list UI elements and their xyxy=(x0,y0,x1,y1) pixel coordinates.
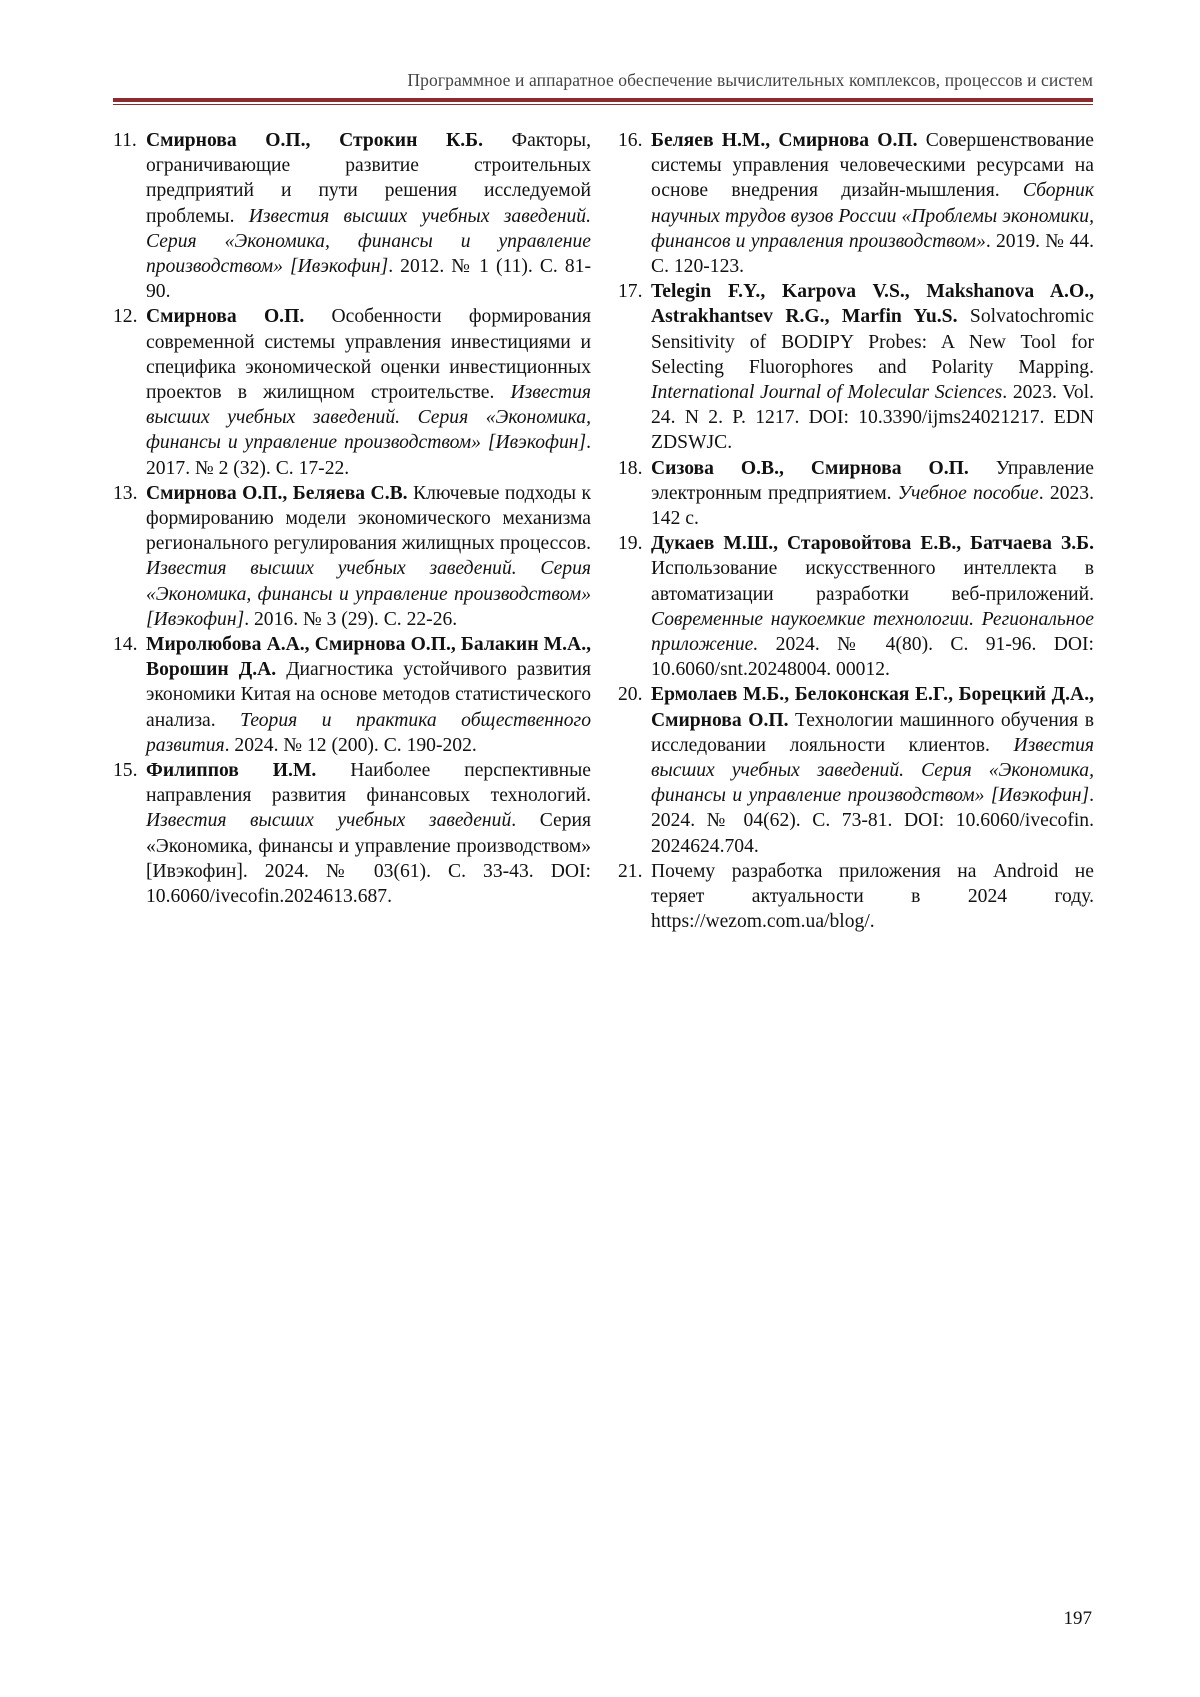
reference-number: 11. xyxy=(113,130,137,151)
reference-number: 17. xyxy=(618,281,643,303)
reference-details: . 2024. № 12 (200). С. 190-202. xyxy=(224,734,477,756)
reference-authors: Миролюбова А.А., Смирнова О.П., Балакин М.А., Ворошин Д.А. xyxy=(146,634,591,681)
reference-text xyxy=(146,304,591,480)
reference-text xyxy=(146,481,591,632)
reference-text xyxy=(651,456,1094,532)
reference-title: Факторы, ограничивающие развитие строительных предприятий и пути решения исследуемой проблемы. xyxy=(146,130,591,227)
reference-title: Ключевые подходы к формированию модели экономического механизма регионального регулирования жилищных процессов. xyxy=(146,482,591,555)
running-header: Программное и аппаратное обеспечение вычислительных комплексов, процессов и систем xyxy=(407,70,1093,90)
reference-item-18 xyxy=(618,456,1094,532)
reference-details: . 2017. № 2 (32). С. 17-22. xyxy=(146,432,591,479)
reference-item-12 xyxy=(113,304,591,480)
reference-title: Технологии машинного обучения в исследовании лояльности клиентов. xyxy=(651,709,1094,756)
reference-title: Управление электронным предприятием. xyxy=(651,457,1094,504)
reference-text xyxy=(146,758,591,909)
reference-text xyxy=(146,632,591,758)
reference-title: Диагностика устойчивого развития экономики Китая на основе методов статистического анализа. xyxy=(146,659,591,731)
page-number: 197 xyxy=(1063,1608,1092,1629)
reference-number: 13. xyxy=(113,482,138,504)
reference-text xyxy=(651,279,1094,455)
reference-source: Известия высших учебных заведений. Серия «Экономика, финансы и управление производством» [Ивэкофин] xyxy=(146,382,591,454)
reference-title: Совершенствование системы управления человеческими ресурсами на основе внедрения дизайн-мышления. xyxy=(651,130,1094,202)
reference-details: . 2023. 142 с. xyxy=(651,482,1094,530)
reference-number: 18. xyxy=(618,457,643,479)
reference-details: . 2019. № 44. С. 120-123. xyxy=(651,230,1094,278)
reference-details: 2024. № 4(80). С. 91-96. DOI: 10.6060/snt.20248004. 00012. xyxy=(651,634,1094,681)
reference-text xyxy=(146,128,591,304)
reference-number: 15. xyxy=(113,760,138,782)
reference-text xyxy=(651,682,1094,858)
reference-details: . 2024. № 04(62). С. 73-81. DOI: 10.6060/ivecofin. 2024624.704. xyxy=(651,785,1094,857)
reference-authors: Смирнова О.П., Строкин К.Б. xyxy=(146,130,483,151)
reference-details: . 2012. № 1 (11). С. 81-90. xyxy=(146,256,591,303)
reference-source: Известия высших учебных заведений xyxy=(146,810,512,832)
reference-text xyxy=(651,531,1094,682)
reference-item-16 xyxy=(618,128,1094,279)
reference-item-13 xyxy=(113,481,591,632)
reference-title: Solvatochromic Sensitivity of BODIPY Probes: A New Tool for Selecting Fluorophores and Polarity Mapping. xyxy=(651,306,1094,378)
reference-authors: Ермолаев М.Б., Белоконская Е.Г., Борецкий Д.А., Смирнова О.П. xyxy=(651,684,1094,731)
reference-text xyxy=(651,859,1094,935)
reference-authors: Филиппов И.М. xyxy=(146,760,317,782)
reference-source: Учебное пособие xyxy=(897,482,1039,504)
reference-details: . 2023. Vol. 24. N 2. P. 1217. DOI: 10.3390/ijms24021217. EDN ZDSWJC. xyxy=(651,382,1094,454)
reference-authors: Сизова О.В., Смирнова О.П. xyxy=(651,457,969,479)
reference-source: Известия высших учебных заведений. Серия «Экономика, финансы и управление производством» [Ивэкофин] xyxy=(146,558,591,630)
reference-title: Особенности формирования современной системы управления инвестициями и специфика экономической оценки инвестиционных проектов в жилищном строительстве. xyxy=(146,306,591,404)
reference-authors: Дукаев М.Ш., Старовойтова Е.В., Батчаева З.Б. xyxy=(651,533,1094,555)
reference-number: 21. xyxy=(618,860,643,882)
reference-item-20 xyxy=(618,682,1094,858)
reference-title: Почему разработка приложения на Android не теряет актуальности в 2024 году. https://wezom.com.ua/blog/. xyxy=(651,860,1094,933)
reference-source: Сборник научных трудов вузов России «Проблемы экономики, финансов и управления производством» xyxy=(651,180,1094,252)
reference-item-11 xyxy=(113,128,591,304)
reference-item-14 xyxy=(113,632,591,758)
reference-authors: Telegin F.Y., Karpova V.S., Makshanova A.O., Astrakhantsev R.G., Marfin Yu.S. xyxy=(651,281,1094,328)
reference-number: 12. xyxy=(113,306,138,328)
reference-source: International Journal of Molecular Sciences xyxy=(651,382,1003,404)
header-rule-thick xyxy=(113,98,1093,102)
reference-title: Использование искусственного интеллекта в автоматизации разработки веб-приложений. xyxy=(651,558,1094,605)
reference-text xyxy=(651,128,1094,279)
reference-number: 14. xyxy=(113,634,138,656)
reference-source: Теория и практика общественного развития xyxy=(146,709,591,756)
references-right-column xyxy=(618,128,1094,935)
reference-number: 16. xyxy=(618,130,643,151)
reference-authors: Смирнова О.П. xyxy=(146,306,305,328)
references-left-column xyxy=(113,128,591,909)
reference-source: Современные наукоемкие технологии. Региональное приложение. xyxy=(651,608,1094,656)
header-rule-thin xyxy=(113,104,1093,105)
reference-item-21 xyxy=(618,859,1094,935)
reference-details: . Серия «Экономика, финансы и управление производством» [Ивэкофин]. 2024. № 03(61). С. 33-43. DOI: 10.6060/ivecofin.2024613.687. xyxy=(146,810,591,908)
reference-item-19 xyxy=(618,531,1094,682)
reference-item-17 xyxy=(618,279,1094,455)
reference-number: 19. xyxy=(618,533,643,555)
reference-title: Наиболее перспективные направления развития финансовых технологий. xyxy=(146,760,591,807)
reference-item-15 xyxy=(113,758,591,909)
reference-authors: Беляев Н.М., Смирнова О.П. xyxy=(651,130,918,151)
reference-details: . 2016. № 3 (29). С. 22-26. xyxy=(244,608,458,630)
reference-authors: Смирнова О.П., Беляева С.В. xyxy=(146,482,408,504)
reference-source: Известия высших учебных заведений. Серия «Экономика, финансы и управление производством» [Ивэкофин] xyxy=(651,734,1094,807)
reference-number: 20. xyxy=(618,684,643,706)
reference-source: Известия высших учебных заведений. Серия «Экономика, финансы и управление производством» [Ивэкофин] xyxy=(146,205,591,278)
